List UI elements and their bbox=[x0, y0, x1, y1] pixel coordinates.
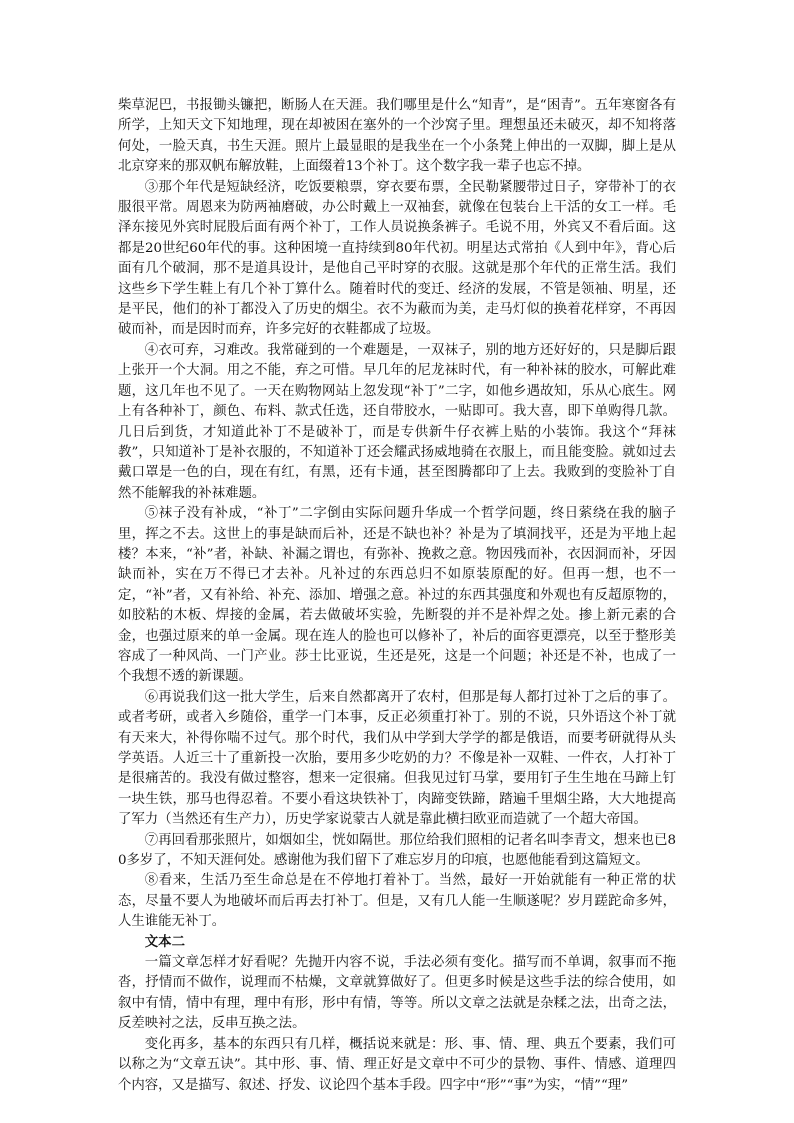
section-heading-text-two: 文本二 bbox=[144, 934, 185, 950]
paragraph-7: ⑦再回看那张照片，如烟如尘，恍如隔世。那位给我们照相的记者名叫李青文，想来也已80多岁了，不知天涯何处。感谢他为我们留下了难忘岁月的印痕，也愿他能看到这篇短文。 bbox=[118, 832, 676, 869]
paragraph-3: ③那个年代是短缺经济，吃饭要粮票，穿衣要布票，全民勒紧腰带过日子，穿带补丁的衣服很平常。周恩来为防两袖磨破，办公时戴上一双袖套，就像在包装台上干活的女工一样。毛泽东接见外宾时屁股后面有两个补丁，工作人员说换条裤子。毛说不用，外宾又不看后面。这都是20世纪60年代的事。这种困境一直持续到80年代初。明星达式常拍《人到中年》，背心后面有几个破洞，那不是道具设计，是他自己平时穿的衣服。这就是那个年代的正常生活。我们这些乡下学生鞋上有几个补丁算什么。随着时代的变迁、经济的发展，不管是领袖、明星，还是平民，他们的补丁都没入了历史的烟尘。衣不为蔽而为美，走马灯似的换着花样穿，不再因破而补，而是因时而弃，许多完好的衣鞋都成了垃圾。 bbox=[118, 179, 676, 338]
text-two-paragraph-2: 变化再多，基本的东西只有几样，概括说来就是：形、事、情、理、典五个要素，我们可以称之为“文章五诀”。其中形、事、情、理正好是文章中不可少的景物、事件、情感、道理四个内容，又是描写、叙述、抒发、议论四个基本手段。四字中“形”“事”为实，“情”“理” bbox=[118, 1036, 676, 1093]
paragraph-1-continuation: 柴草泥巴，书报锄头镰把，断肠人在天涯。我们哪里是什么“知青”，是“困青”。五年寒窗各有所学，上知天文下知地理，现在却被困在塞外的一个沙窝子里。理想虽还未破灭，却不知将落何处，一脸天真，书生天涯。照片上最显眼的是我坐在一个小条凳上伸出的一双脚，脚上是从北京穿来的那双帆布解放鞋，上面缀着13个补丁。这个数字我一辈子也忘不掉。 bbox=[118, 98, 676, 175]
paragraph-5: ⑤袜子没有补成，“补丁”二字倒由实际问题升华成一个哲学问题，终日萦绕在我的脑子里，挥之不去。这世上的事是缺而后补，还是不缺也补？补是为了填洞找平，还是为平地上起楼？本来，“补”者，补缺、补漏之谓也，有弥补、挽救之意。物因残而补，衣因洞而补，牙因缺而补，实在万不得已才去补。凡补过的东西总归不如原装原配的好。但再一想，也不一定，“补”者，又有补给、补充、添加、增强之意。补过的东西其强度和外观也有反超原物的，如胶粘的木板、焊接的金属，若去做破坏实验，先断裂的并不是补焊之处。掺上新元素的合金，也强过原来的单一金属。现在连人的脸也可以修补了，补后的面容更漂亮，以至于整形美容成了一种风尚、一门产业。莎士比亚说，生还是死，这是一个问题；补还是不补，也成了一个我想不透的新课题。 bbox=[118, 506, 676, 685]
text-two-paragraph-1: 一篇文章怎样才好看呢？先抛开内容不说，手法必须有变化。描写而不单调，叙事而不拖沓，抒情而不做作，说理而不枯燥，文章就算做好了。但更多时候是这些手法的综合使用，如叙中有情，情中有理，理中有形，形中有情，等等。所以文章之法就是杂糅之法，出奇之法，反差映衬之法，反串互换之法。 bbox=[118, 955, 676, 1032]
paragraph-8: ⑧看来，生活乃至生命总是在不停地打着补丁。当然，最好一开始就能有一种正常的状态，尽量不要人为地破坏而后再去打补丁。但是，又有几人能一生顺遂呢？岁月蹉跎命多舛，人生谁能无补丁。 bbox=[118, 873, 676, 930]
paragraph-4: ④衣可弃，习难改。我常碰到的一个难题是，一双袜子，别的地方还好好的，只是脚后跟上张开一个大洞。用之不能，弃之可惜。早几年的尼龙袜时代，有一种补袜的胶水，可解此难题，这几年也不见了。一天在购物网站上忽发现“补丁”二字，如他乡遇故知，乐从心底生。网上有各种补丁，颜色、布料、款式任选，还自带胶水，一贴即可。我大喜，即下单购得几款。几日后到货，才知道此补丁不是破补丁，而是专供新牛仔衣裤上贴的小装饰。我这个“拜袜教”，只知道补丁是补衣服的，不知道补丁还会耀武扬威地骑在衣服上，而且能变脸。就如过去戴口罩是一色的白，现在有红，有黑，还有卡通，甚至图腾都印了上去。我败到的变脸补丁自然不能解我的补袜难题。 bbox=[118, 342, 676, 501]
paragraph-6: ⑥再说我们这一批大学生，后来自然都离开了农村，但那是每人都打过补丁之后的事了。或者考研，或者入乡随俗，重学一门本事，反正必须重打补丁。别的不说，只外语这个补丁就有天来大，补得你喘不过气。那个时代，我们从中学到大学学的都是俄语，而要考研就得从头学英语。人近三十了重新投一次胎，要用多少吃奶的力？不像是补一双鞋、一件衣，人打补丁是很痛苦的。我没有做过整容，想来一定很痛。但我见过钉马掌，要用钉子生生地在马蹄上钉一块生铁，那马也得忍着。不要小看这块铁补丁，肉蹄变铁蹄，踏遍千里烟尘路，大大地提高了军力（当然还有生产力），历史学家说蒙古人就是靠此横扫欧亚而造就了一个超大帝国。 bbox=[118, 689, 676, 828]
